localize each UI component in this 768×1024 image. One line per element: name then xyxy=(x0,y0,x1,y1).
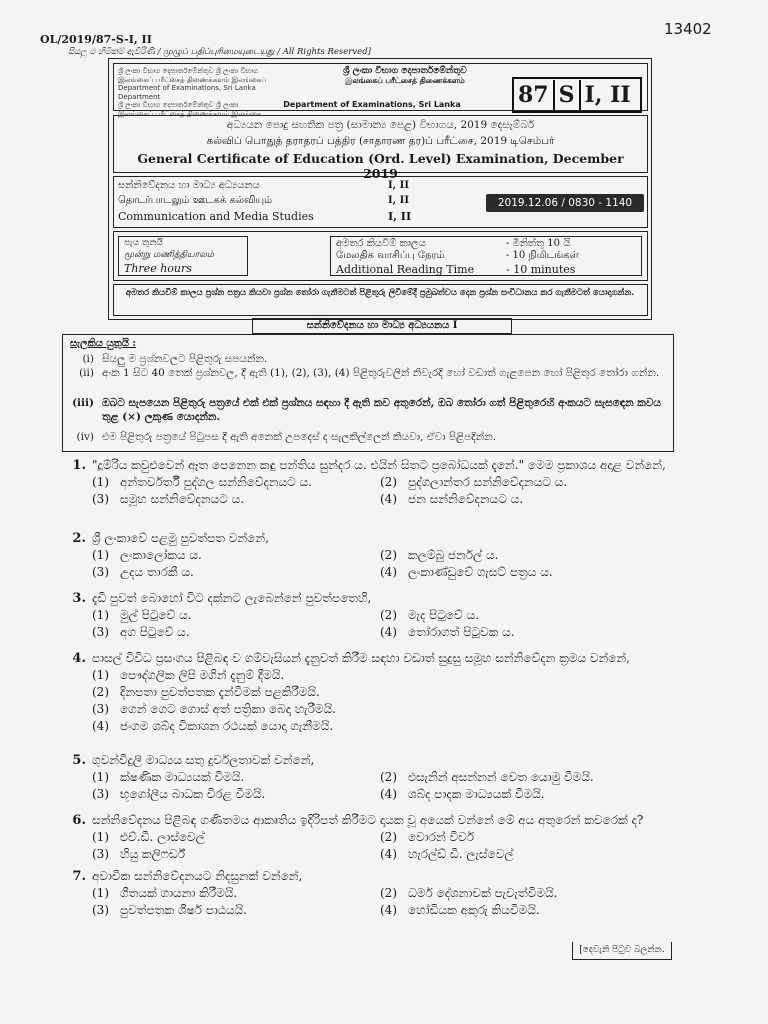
instruction-item: (i) සියලු ම ප්‍රශ්නවලට පිළිතුරු සපයන්න. xyxy=(82,353,268,365)
option-number: (4) xyxy=(92,719,109,733)
option: (1) ක්ෂණික මාධ්‍යයක් වීමයි. xyxy=(92,770,245,784)
subject-sinhala: සන්නිවේදනය හා මාධ්‍ය අධ්‍යයනය I, II xyxy=(118,180,409,191)
option-number: (2) xyxy=(380,608,397,622)
question-3 xyxy=(62,590,674,641)
option-number: (1) xyxy=(92,886,109,900)
option-number: (1) xyxy=(92,548,109,562)
question-6 xyxy=(62,812,674,863)
option: (2) මැද පිටුවේ ය. xyxy=(380,608,479,622)
question-stem: දැඩි පුවත් බොහෝ විට දක්නට ලැබෙන්නේ පුවත්පතෙහි, xyxy=(92,591,372,605)
option-number: (1) xyxy=(92,608,109,622)
option: (3) පුවත්පතක ශීර්ෂ පාඨයයි. xyxy=(92,903,247,917)
reading-time-english: Additional Reading Time - 10 minutes xyxy=(336,263,576,276)
department-name-english: Department of Examinations, Sri Lanka xyxy=(283,100,461,109)
question-4 xyxy=(62,650,674,735)
option: (2) වොරන් වීවර් xyxy=(380,830,475,844)
option-number: (4) xyxy=(380,492,397,506)
question-2 xyxy=(62,530,674,581)
reading-time-sinhala: අමතර කියවීම් කාලය - මිනිත්තු 10 යි xyxy=(336,238,571,249)
option-number: (3) xyxy=(92,702,109,716)
duration-english: Three hours xyxy=(124,262,192,275)
option: (2) කලම්බු ජර්නල් ය. xyxy=(380,548,499,562)
option: (2) පුද්ගලාන්තර සන්නිවේදනයට ය. xyxy=(380,475,568,489)
question-stem: අවාචික සන්නිවේදනයට නිදසුනක් වන්නේ, xyxy=(92,869,303,883)
question-stem: ගුවන්විදුලි මාධ්‍යය සතු දුර්වලතාවක් වන්නේ, xyxy=(92,753,315,767)
option-number: (1) xyxy=(92,770,109,784)
option: (3) හියු කලිෆර්ඩ් xyxy=(92,847,186,861)
option: (4) ජන සන්නිවේදනයට ය. xyxy=(380,492,524,506)
option: (3) උදය තාරකී ය. xyxy=(92,565,194,579)
question-stem: සන්නිවේදනය පිළිබඳ ගණිතමය ආකෘතිය ඉදිරිපත් කිරීමට දායක වූ අයෙක් වන්නේ මේ අය අතුරෙන් කවරෙක් ද? xyxy=(92,813,644,827)
option: (4) ලංකාණ්ඩුවේ ගැසට් පත්‍රය ය. xyxy=(380,565,553,579)
option: (1) ගීතයක් ගායනා කිරීමයි. xyxy=(92,886,238,900)
option-number: (1) xyxy=(92,668,109,682)
page-number: 13402 xyxy=(664,20,712,38)
reading-notice: අමතර කියවීම් කාලය ප්‍රශ්න පත්‍රය කියවා ප්‍රශ්න තෝරා ගැනීමටත් පිළිතුරු ලිවීමේදී ප්‍රමුඛත්වය දෙන ප්‍රශ්න සංවිධානය කර ගැනීමටත් යොදාගන්න. xyxy=(125,288,635,298)
subject-english: Communication and Media Studies I, II xyxy=(118,210,412,223)
medium-letter: S xyxy=(555,80,581,110)
instructions-title: සැලකිය යුතුයි : xyxy=(70,338,137,349)
section-title: සන්නිවේදනය හා මාධ්‍ය අධ්‍යයනය I xyxy=(252,318,512,334)
option-number: (3) xyxy=(92,787,109,801)
department-watermark-left: ශ්‍රී ලංකා විභාග දෙපාර්තමේන්තුව ශ්‍රී ලංකා විභාග இலங்கைப் பரீட்சைத் திணைக்களம் இலங்கைப் Department of Examinations, Sri Lanka Department ශ්‍රී ලංකා විභාග දෙපාර්තමේන්තුව ශ්‍රී ලංකා இலங்கைப் பரீட்சைத் திணைக்களம் இலங்கை xyxy=(118,67,267,118)
paper-code-box xyxy=(512,77,642,113)
duration-sinhala: පැය තුනයි xyxy=(124,238,164,248)
option-number: (4) xyxy=(380,787,397,801)
option: (1) ලංකාලෝකය ය. xyxy=(92,548,202,562)
subject-number: 87 xyxy=(514,80,555,110)
option: (1) අන්තර්වර්තී පුද්ගල සන්නිවේදනයට ය. xyxy=(92,475,313,489)
option: (1) පෞද්ගලික ලිපි මගින් දැනුම් දීමයි. xyxy=(92,668,285,682)
instruction-item: (ii) අංක 1 සිට 40 තෙක් ප්‍රශ්නවල, දී ඇති (1), (2), (3), (4) පිළිතුරුවලින් නිවැරදි හෝ වඩාත් ගැළපෙන හෝ පිළිතුර තෝරා ගන්න. xyxy=(79,367,660,379)
option-number: (2) xyxy=(380,475,397,489)
rights-notice: සියලු ම හිමිකම් ඇවිරිණි / முழுப் பதிப்புரிமையுடையது / All Rights Reserved] xyxy=(68,47,371,57)
option: (4) තෝරාගත් පිටුවක ය. xyxy=(380,625,515,639)
option-number: (3) xyxy=(92,847,109,861)
question-number: 1. xyxy=(72,458,86,473)
paper-code: OL/2019/87-S-I, II xyxy=(40,33,152,46)
option-number: (3) xyxy=(92,903,109,917)
option: (2) ධර්ම දේශනාවක් පැවැත්වීමයි. xyxy=(380,886,558,900)
question-stem: පාසල් විවිධ ප්‍රසංගය පිළිබඳ ව ගම්වැසියන් දැනුවත් කිරීම සඳහා වඩාත් සුදුසු සමූහ සන්නිවේදන ක්‍රමය වන්නේ, xyxy=(92,651,631,665)
option-number: (2) xyxy=(380,548,397,562)
duration-tamil: மூன்று மணித்தியாலம் xyxy=(124,250,215,260)
question-number: 6. xyxy=(72,813,86,828)
option-number: (4) xyxy=(380,565,397,579)
option-number: (2) xyxy=(380,770,397,784)
option: (4) ජංගම ශබ්ද විකාශන රථයක් යොදා ගැනීමයි. xyxy=(92,719,334,733)
option-number: (2) xyxy=(92,685,109,699)
reading-time-tamil: மேலதிக வாசிப்பு நேரம் - 10 நிமிடங்கள் xyxy=(336,250,579,261)
exam-title-english: General Certificate of Education (Ord. Level) Examination, December 2019 xyxy=(137,151,624,181)
question-5 xyxy=(62,752,674,803)
option-number: (3) xyxy=(92,625,109,639)
instruction-item: (iii) ඔබට සැපයෙන පිළිතුරු පත්‍රයේ එක් එක් ප්‍රශ්නය සඳහා දී ඇති කව අතුරෙන්, ඔබ තෝරා ගත් පිළිතුරෙහි අංකයට සැසඳෙන කවය තුළ (×) ලකුණ යොදන්න. xyxy=(72,397,661,423)
option-number: (4) xyxy=(380,847,397,861)
question-1 xyxy=(62,457,674,508)
paper-parts: I, II xyxy=(584,82,631,108)
exam-title-tamil: கல்விப் பொதுத் தராதரப் பத்திர (சாதாரண தர)ப் பரீட்சை, 2019 டிசெம்பர் xyxy=(206,135,555,147)
option: (3) භූගෝලීය බාධක විරළ වීමයි. xyxy=(92,787,266,801)
option-number: (4) xyxy=(380,625,397,639)
subject-tamil: தொடர்பாடலும் ஊடகக் கல்வியும் I, II xyxy=(118,195,409,206)
option: (1) එච්.ඩී. ලාස්වෙල් xyxy=(92,830,205,844)
option: (1) මුල් පිටුවේ ය. xyxy=(92,608,192,622)
question-number: 5. xyxy=(72,753,86,768)
option-number: (1) xyxy=(92,830,109,844)
option: (3) ගෙන් ගෙට ගොස් අත් පත්‍රිකා බෙදා හැරීමයි. xyxy=(92,702,336,716)
option: (3) සමූහ සන්නිවේදනයට ය. xyxy=(92,492,245,506)
question-number: 4. xyxy=(72,651,86,666)
option: (2) එසැනින් අසන්නන් වෙත යොමු වීමයි. xyxy=(380,770,594,784)
exam-date-time: 2019.12.06 / 0830 - 1140 xyxy=(486,194,644,212)
question-number: 2. xyxy=(72,531,86,546)
instruction-item: (iv) එම පිළිතුරු පත්‍රයේ පිටුපස දී ඇති අනෙක් උපදෙස් ද සැලකිල්ලෙන් කියවා, ඒවා පිළිපදින්න. xyxy=(76,431,497,443)
question-number: 3. xyxy=(72,591,86,606)
exam-title-sinhala: අධ්‍යයන පොදු සහතික පත්‍ර (සාමාන්‍ය පෙළ) විභාගය, 2019 දෙසැම්බර් xyxy=(226,119,535,131)
option-number: (2) xyxy=(380,830,397,844)
option-number: (3) xyxy=(92,565,109,579)
turn-over-note: [දෙවැනි පිටුව බලන්න. xyxy=(572,942,672,960)
question-stem: "දූම්රිය කවුළුවෙන් ඈත පෙනෙන කඳු පන්තිය සුන්දර ය. එයින් සිතට ප්‍රබෝධයක් දැනේ." මෙම ප්‍රකාශය අදාළ වන්නේ, xyxy=(92,458,666,472)
option: (4) හැරල්ඩ් ඩී. ලැස්වෙල් xyxy=(380,847,514,861)
option-number: (4) xyxy=(380,903,397,917)
question-number: 7. xyxy=(72,869,86,884)
option-number: (3) xyxy=(92,492,109,506)
option: (4) ශබ්ද පාදක මාධ්‍යයක් වීමයි. xyxy=(380,787,545,801)
question-stem: ශ්‍රී ලංකාවේ පළමු පුවත්පත වන්නේ, xyxy=(92,531,269,545)
option: (2) දිනපතා පුවත්පතක දැන්වීමක් පළකිරීමයි. xyxy=(92,685,320,699)
option-number: (1) xyxy=(92,475,109,489)
option: (4) හෝඩියක අකුරු කියවීමයි. xyxy=(380,903,540,917)
department-name-local: ශ්‍රී ලංකා විභාග දෙපාර්තමේන්තුව இலங்கைப் பரீட்சைத் திணைக்களம் xyxy=(343,66,467,85)
option-number: (2) xyxy=(380,886,397,900)
question-7 xyxy=(62,868,674,919)
option: (3) අග පිටුවේ ය. xyxy=(92,625,190,639)
